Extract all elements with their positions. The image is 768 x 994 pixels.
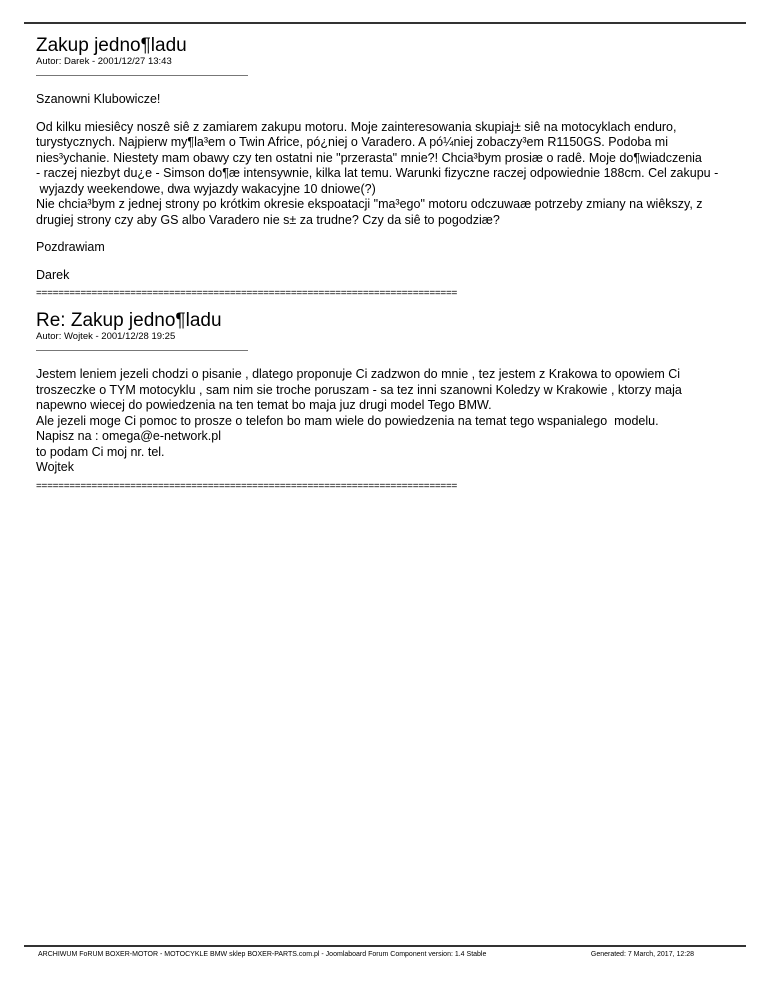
footer-generated: Generated: 7 March, 2017, 12:28 — [590, 951, 694, 958]
meta-divider — [36, 350, 248, 351]
footer-rule — [24, 945, 746, 947]
forum-post — [36, 311, 736, 493]
post-title: Zakup jedno¶ladu — [36, 35, 187, 56]
post-title: Re: Zakup jedno¶ladu — [36, 310, 222, 331]
post-signature: Darek — [36, 267, 70, 282]
footer-source: ARCHIWUM FoRUM BOXER-MOTOR - MOTOCYKLE BMW sklep BOXER-PARTS.com.pl - Joomlaboard Forum Component version: 1.4 Stable — [38, 951, 487, 958]
post-meta: Autor: Darek - 2001/12/27 13:43 — [36, 56, 172, 67]
post-body: Od kilku miesiêcy noszê siê z zamiarem zakupu motoru. Moje zainteresowania skupiaj± siê na motocyklach enduro, turystycznych. Najpierw my¶la³em o Twin Africe, pó¿niej o Varadero. A pó¼niej zobaczy³em R1150GS. Podoba mi nies³ychanie. Niestety mam obawy czy ten ostatni nie "przerasta" mnie?! Chcia³bym prosiæ o radê. Moje do¶wiadczenia - raczej niezbyt du¿e - Simson do¶æ intensywnie, kilka lat temu. Warunki fizyczne raczej odpowiednie 188cm. Cel zakupu - wyjazdy weekendowe, dwa wyjazdy wakacyjne 10 dniowe(?) Nie chcia³bym z jednej strony po krótkim okresie ekspoatacji "ma³ego" motoru odczuwaæ potrzeby zmiany na wiêkszy, z drugiej strony czy aby GS albo Varadero nie s± za trudne? Czy da siê to pogodziæ? — [36, 119, 719, 227]
post-body: Jestem leniem jezeli chodzi o pisanie , dlatego proponuje Ci zadzwon do mnie , tez jestem z Krakowa to opowiem Ci troszeczke o TYM motocyklu , sam nim sie troche poruszam - sa tez inni szanowni Koledzy w Krakowie , ktorzy maja napewno wiecej do powiedzenia na ten temat bo maja juz drugi model Tego BMW. Ale jezeli moge Ci pomoc to prosze o telefon bo mam wiele do powiedzenia na temat tego wspanialego modelu. Napisz na : omega@e-network.pl to podam Ci moj nr. tel. Wojtek — [36, 367, 682, 474]
post-closing: Pozdrawiam — [36, 240, 105, 254]
meta-divider — [36, 75, 248, 76]
post-meta: Autor: Wojtek - 2001/12/28 19:25 — [36, 331, 176, 342]
post-separator: ============================================================================ — [36, 288, 458, 299]
header-rule — [24, 22, 746, 24]
post-greeting: Szanowni Klubowicze! — [36, 92, 161, 106]
post-separator: ============================================================================ — [36, 480, 458, 492]
forum-post — [36, 36, 736, 300]
